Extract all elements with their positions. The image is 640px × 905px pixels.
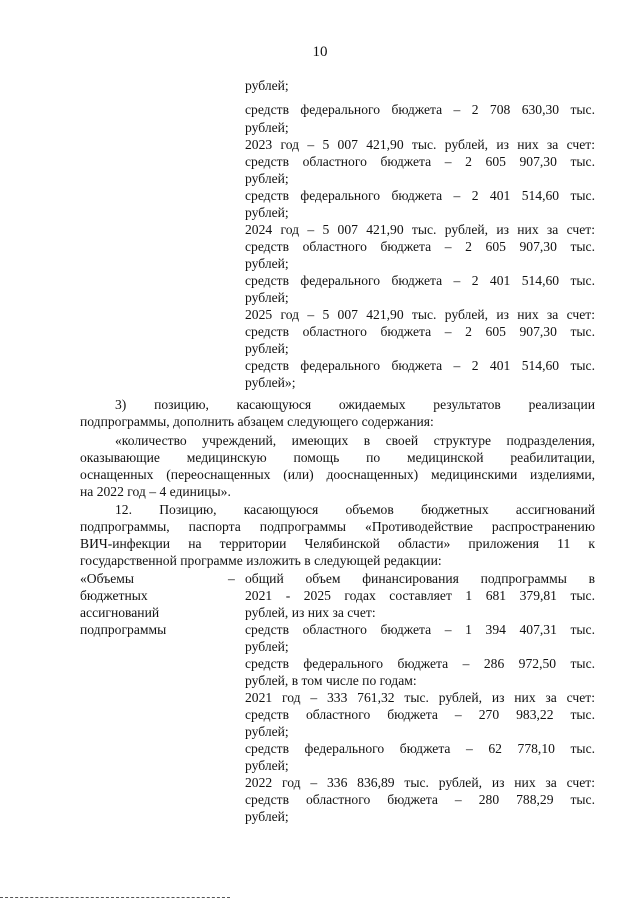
row-label: бюджетных <box>80 588 148 603</box>
text-line: 2021 - 2025 годах составляет 1 681 379,81 тыс. <box>245 588 595 603</box>
text-line: средств федерального бюджета – 2 401 514,60 тыс. <box>245 358 595 373</box>
scan-edge-divider <box>0 897 230 898</box>
text-line: 12. Позицию, касающуюся объемов бюджетных ассигнований <box>115 502 595 517</box>
text-line: средств федерального бюджета – 2 708 630,30 тыс. <box>245 102 595 117</box>
text-line: общий объем финансирования подпрограммы в <box>245 571 595 586</box>
text-line: подпрограммы, паспорта подпрограммы «Противодействие распространению <box>80 519 595 534</box>
text-line: рублей; <box>245 758 289 773</box>
text-line: рублей; <box>245 205 289 220</box>
text-line: рублей; <box>245 120 289 135</box>
row-dash: – <box>228 571 235 586</box>
text-line: средств областного бюджета – 270 983,22 тыс. <box>245 707 595 722</box>
text-line: оснащенных (переоснащенных (или) дооснащенных) медицинскими изделиями, <box>80 467 595 482</box>
text-line: на 2022 год – 4 единицы». <box>80 484 231 499</box>
text-line: средств федерального бюджета – 62 778,10 тыс. <box>245 741 595 756</box>
text-line: средств федерального бюджета – 2 401 514,60 тыс. <box>245 273 595 288</box>
text-line: средств областного бюджета – 2 605 907,30 тыс. <box>245 239 595 254</box>
text-line: средств федерального бюджета – 286 972,50 тыс. <box>245 656 595 671</box>
text-line: рублей, из них за счет: <box>245 605 376 620</box>
text-line: 3) позицию, касающуюся ожидаемых результатов реализации <box>115 397 595 412</box>
text-line: рублей; <box>245 724 289 739</box>
text-line: средств областного бюджета – 2 605 907,30 тыс. <box>245 154 595 169</box>
row-label: подпрограммы <box>80 622 167 637</box>
text-line: государственной программе изложить в следующей редакции: <box>80 553 442 568</box>
text-line: рублей; <box>245 341 289 356</box>
text-line: рублей, в том числе по годам: <box>245 673 417 688</box>
text-line: средств областного бюджета – 280 788,29 тыс. <box>245 792 595 807</box>
text-line: рублей»; <box>245 375 296 390</box>
text-line: 2022 год – 336 836,89 тыс. рублей, из них за счет: <box>245 775 595 790</box>
text-line: подпрограммы, дополнить абзацем следующего содержания: <box>80 414 434 429</box>
text-line: 2024 год – 5 007 421,90 тыс. рублей, из них за счет: <box>245 222 595 237</box>
text-line: 2025 год – 5 007 421,90 тыс. рублей, из них за счет: <box>245 307 595 322</box>
text-line: рублей; <box>245 256 289 271</box>
text-line: рублей; <box>245 639 289 654</box>
text-line: рублей; <box>245 290 289 305</box>
text-line: оказывающие медицинскую помощь по медицинской реабилитации, <box>80 450 595 465</box>
text-line: рублей; <box>245 78 289 93</box>
text-line: средств областного бюджета – 2 605 907,30 тыс. <box>245 324 595 339</box>
text-line: средств федерального бюджета – 2 401 514,60 тыс. <box>245 188 595 203</box>
text-line: 2021 год – 333 761,32 тыс. рублей, из них за счет: <box>245 690 595 705</box>
text-line: рублей; <box>245 171 289 186</box>
text-line: «количество учреждений, имеющих в своей структуре подразделения, <box>115 433 595 448</box>
text-line: средств областного бюджета – 1 394 407,31 тыс. <box>245 622 595 637</box>
row-label: ассигнований <box>80 605 160 620</box>
text-line: ВИЧ-инфекции на территории Челябинской области» приложения 11 к <box>80 536 595 551</box>
row-label: «Объемы <box>80 571 134 586</box>
text-line: 2023 год – 5 007 421,90 тыс. рублей, из них за счет: <box>245 137 595 152</box>
text-line: рублей; <box>245 809 289 824</box>
page-number: 10 <box>312 44 328 60</box>
